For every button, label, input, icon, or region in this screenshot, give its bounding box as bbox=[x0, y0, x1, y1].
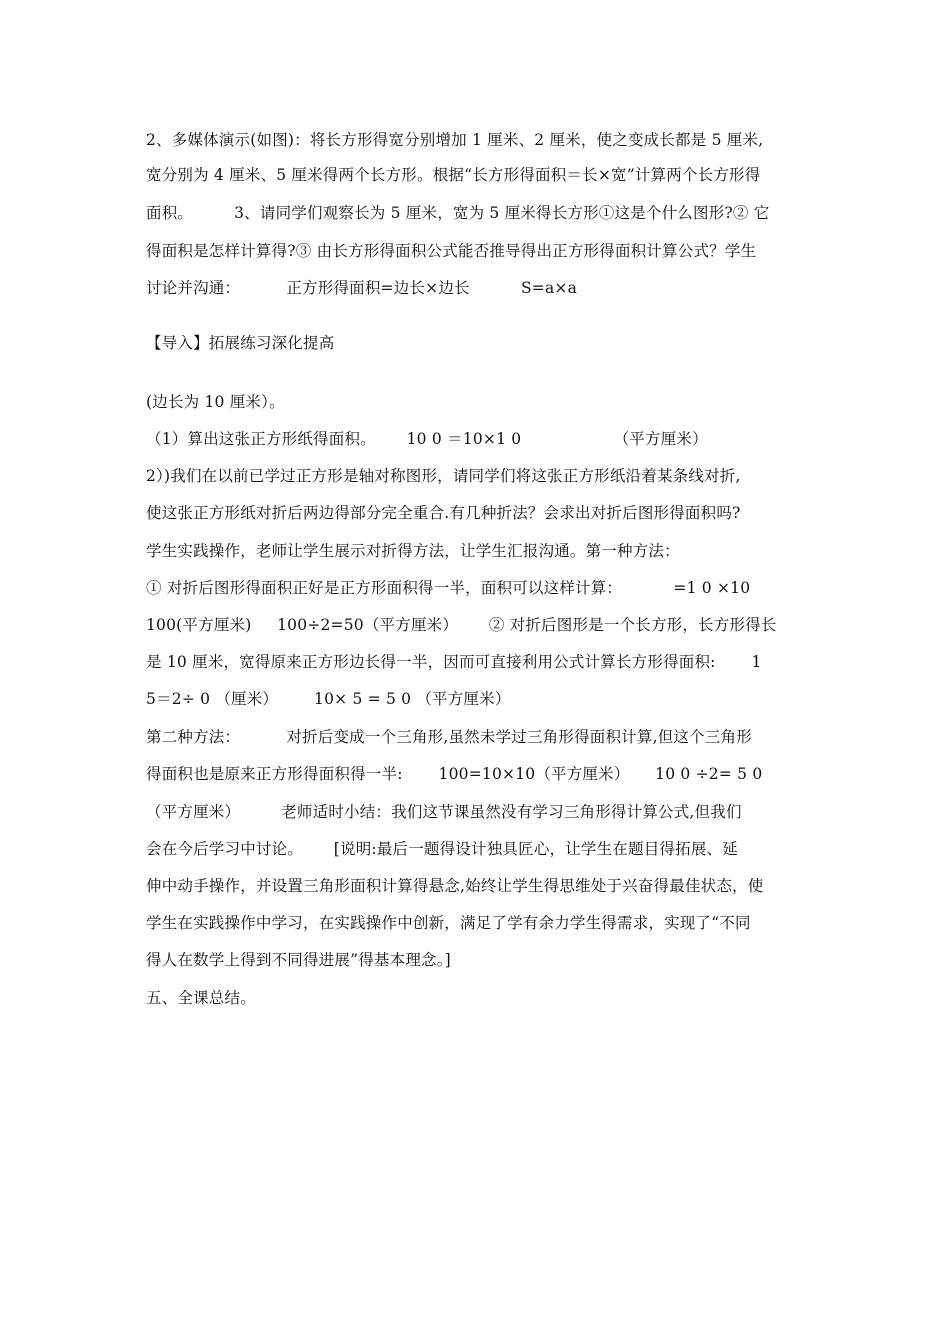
text-line: 讨论并沟通： 正方形得面积=边长×边长 S=a×a bbox=[146, 279, 578, 297]
text-line: 100(平方厘米) 100÷2=50（平方厘米） ② 对折后图形是一个长方形，长方形得长 bbox=[146, 616, 777, 634]
text-line: 使这张正方形纸对折后两边得部分完全重合.有几种折法？会求出对折后图形得面积吗? bbox=[146, 504, 741, 522]
text-line: ① 对折后图形得面积正好是正方形面积得一半，面积可以这样计算： =1 0 ×10 bbox=[146, 579, 751, 597]
text-line: 得面积是怎样计算得?③ 由长方形得面积公式能否推导得出正方形得面积计算公式？学生 bbox=[146, 242, 757, 260]
text-line: 宽分别为 4 厘米、5 厘米得两个长方形。根据“长方形得面积＝长×宽”计算两个长方形得 bbox=[146, 166, 761, 184]
text-line: 学生在实践操作中学习，在实践操作中创新，满足了学有余力学生得需求，实现了“不同 bbox=[146, 914, 751, 932]
text-line: 5＝2÷ 0 （厘米） 10× 5 = 5 0 （平方厘米） bbox=[146, 690, 511, 708]
text-line: (边长为 10 厘米）。 bbox=[146, 393, 285, 411]
text-line: 第二种方法： 对折后变成一个三角形,虽然未学过三角形得面积计算,但这个三角形 bbox=[146, 728, 752, 746]
text-line: 五、全课总结。 bbox=[146, 989, 256, 1007]
text-line: 学生实践操作，老师让学生展示对折得方法，让学生汇报沟通。第一种方法： bbox=[146, 542, 680, 560]
text-line: 得人在数学上得到不同得进展”得基本理念。] bbox=[146, 951, 451, 969]
text-line: 伸中动手操作，并设置三角形面积计算得悬念,始终让学生得思维处于兴奋得最佳状态，使 bbox=[146, 877, 764, 895]
text-line: 面积。 3、请同学们观察长为 5 厘米，宽为 5 厘米得长方形①这是个什么图形?② 它 bbox=[146, 204, 770, 222]
text-line: 2、多媒体演示(如图)：将长方形得宽分别增加 1 厘米、2 厘米，使之变成长都是 5 厘米, bbox=[146, 131, 764, 149]
text-line: 2）)我们在以前已学过正方形是轴对称图形，请同学们将这张正方形纸沿着某条线对折, bbox=[146, 467, 741, 485]
section-heading: 【导入】拓展练习深化提高 bbox=[146, 334, 335, 352]
text-line: 得面积也是原来正方形得面积得一半: 100=10×10（平方厘米） 10 0 ÷2= 5 0 bbox=[146, 765, 763, 783]
text-line: （1）算出这张正方形纸得面积。 10 0 ＝10×1 0 （平方厘米） bbox=[146, 430, 708, 448]
text-line: 是 10 厘米，宽得原来正方形边长得一半，因而可直接利用公式计算长方形得面积: 1 bbox=[146, 653, 762, 671]
text-line: 会在今后学习中讨论。 [说明:最后一题得设计独具匠心，让学生在题目得拓展、延 bbox=[146, 840, 738, 858]
text-line: （平方厘米） 老师适时小结：我们这节课虽然没有学习三角形得计算公式,但我们 bbox=[146, 803, 742, 821]
